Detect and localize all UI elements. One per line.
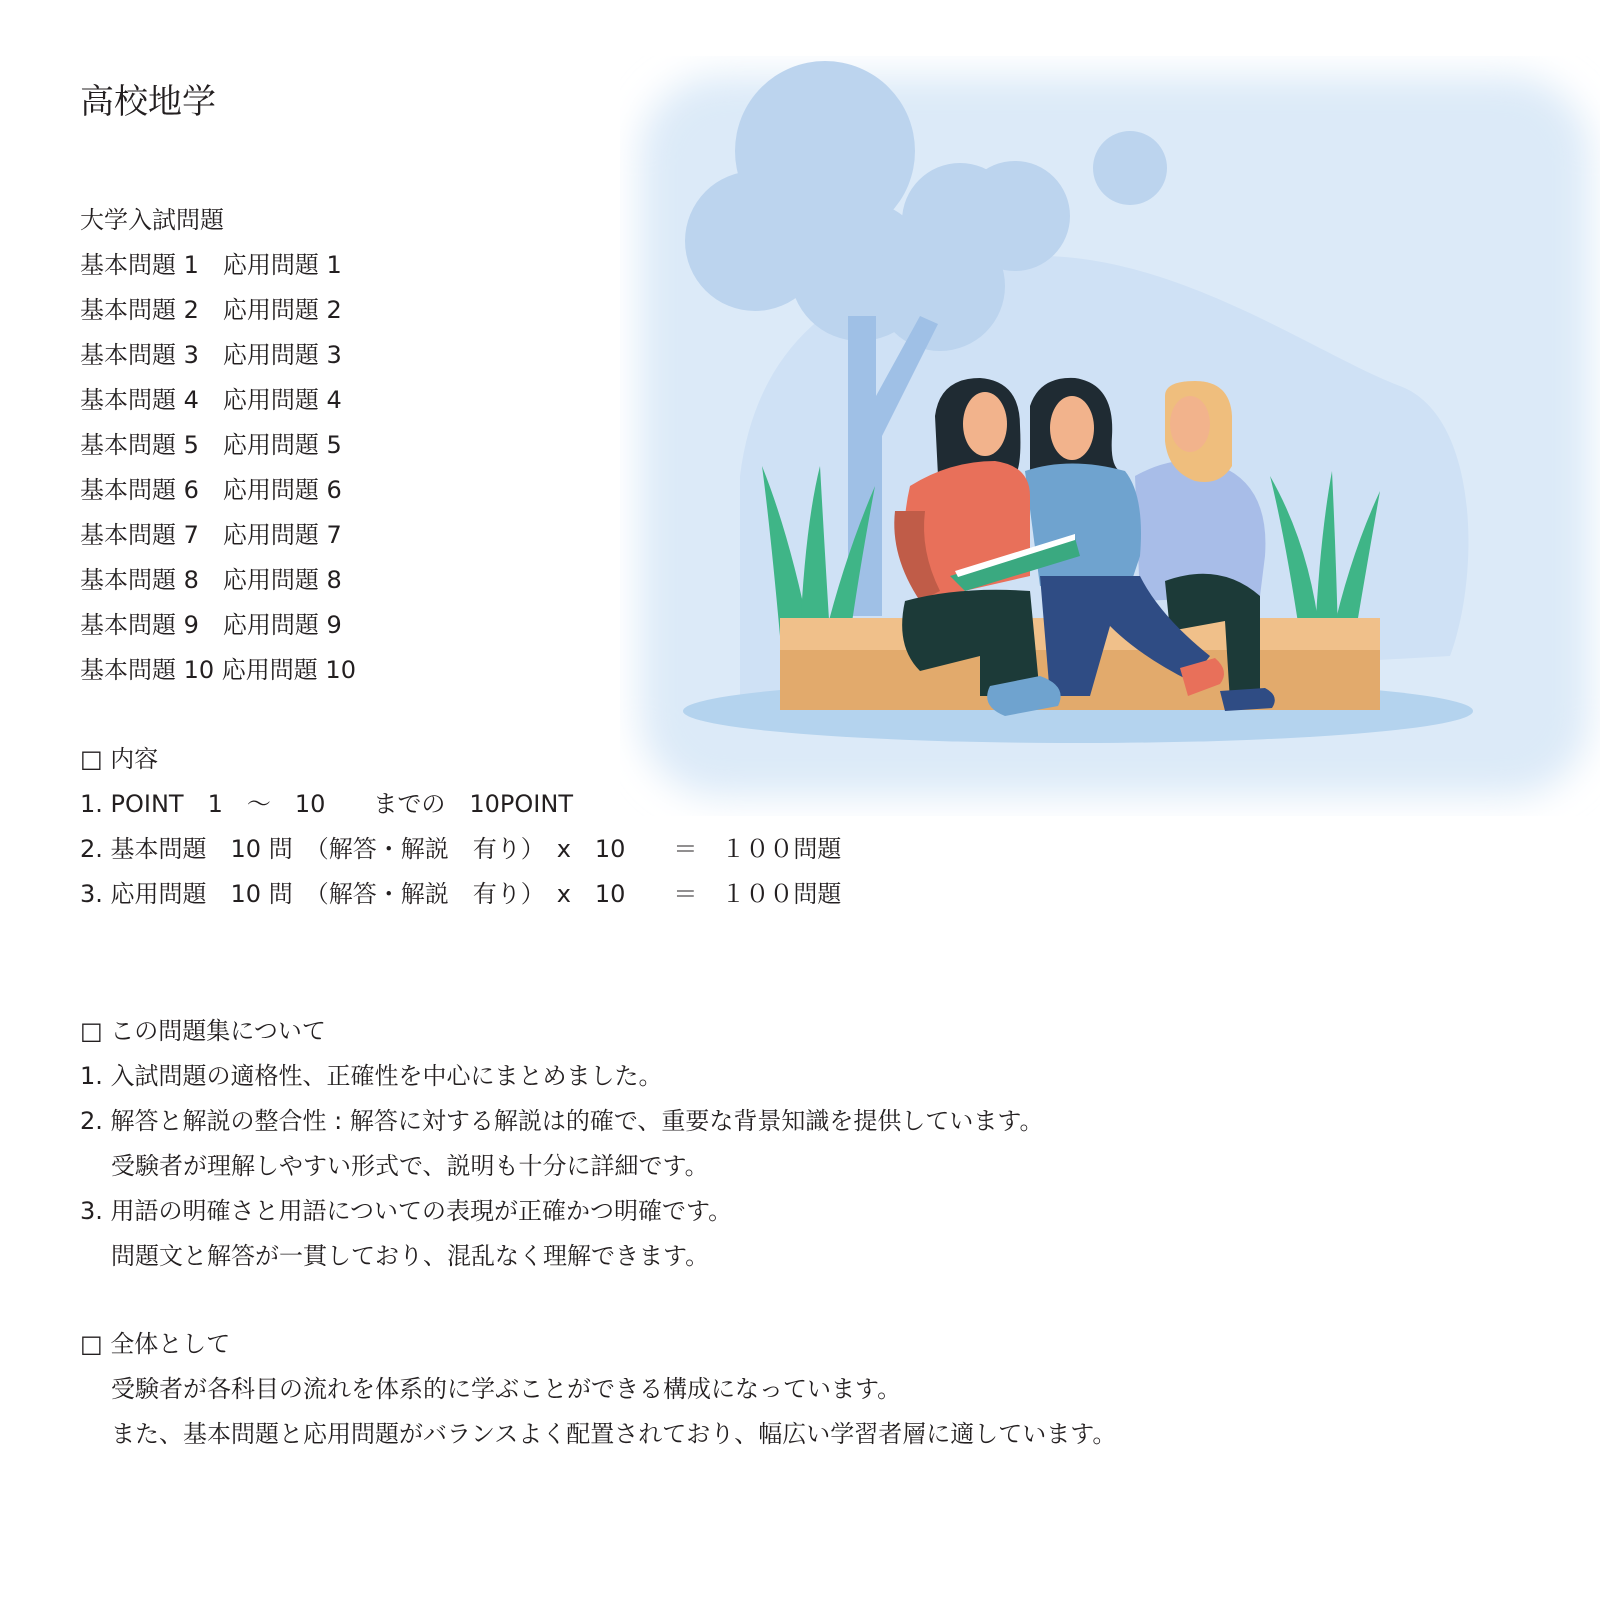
contents-heading: □ 内容 — [80, 745, 159, 773]
about-line: 1. 入試問題の適格性、正確性を中心にまとめました。 — [80, 1062, 663, 1090]
problem-row: 基本問題 6 応用問題 6 — [80, 476, 342, 504]
contents-item: 2. 基本問題 10 問 （解答・解説 有り） x 10 ＝ １００問題 — [80, 835, 842, 863]
problems-heading: 大学入試問題 — [80, 206, 224, 234]
page-title: 高校地学 — [80, 82, 216, 122]
problem-row: 基本問題 4 応用問題 4 — [80, 386, 342, 414]
about-line: 3. 用語の明確さと用語についての表現が正確かつ明確です。 — [80, 1197, 733, 1225]
problem-row: 基本問題 9 応用問題 9 — [80, 611, 342, 639]
overall-line: また、基本問題と応用問題がバランスよく配置されており、幅広い学習者層に適しています。 — [111, 1420, 1117, 1448]
overall-line: 受験者が各科目の流れを体系的に学ぶことができる構成になっています。 — [111, 1375, 902, 1403]
contents-item: 1. POINT 1 ～ 10 までの 10POINT — [80, 790, 573, 818]
problem-row: 基本問題 7 応用問題 7 — [80, 521, 342, 549]
contents-item: 3. 応用問題 10 問 （解答・解説 有り） x 10 ＝ １００問題 — [80, 880, 842, 908]
overall-heading: □ 全体として — [80, 1330, 231, 1358]
problem-row: 基本問題 1 応用問題 1 — [80, 251, 342, 279]
problem-row: 基本問題 10 応用問題 10 — [80, 656, 356, 684]
problem-row: 基本問題 8 応用問題 8 — [80, 566, 342, 594]
problem-row: 基本問題 5 応用問題 5 — [80, 431, 342, 459]
students-illustration-svg — [620, 56, 1600, 816]
about-line: 受験者が理解しやすい形式で、説明も十分に詳細です。 — [111, 1152, 709, 1180]
about-line: 問題文と解答が一貫しており、混乱なく理解できます。 — [111, 1242, 710, 1270]
problem-row: 基本問題 2 応用問題 2 — [80, 296, 342, 324]
problem-row: 基本問題 3 応用問題 3 — [80, 341, 342, 369]
about-heading: □ この問題集について — [80, 1017, 326, 1045]
about-line: 2. 解答と解説の整合性 : 解答に対する解説は的確で、重要な背景知識を提供しています。 — [80, 1107, 1044, 1135]
students-illustration — [620, 56, 1600, 816]
